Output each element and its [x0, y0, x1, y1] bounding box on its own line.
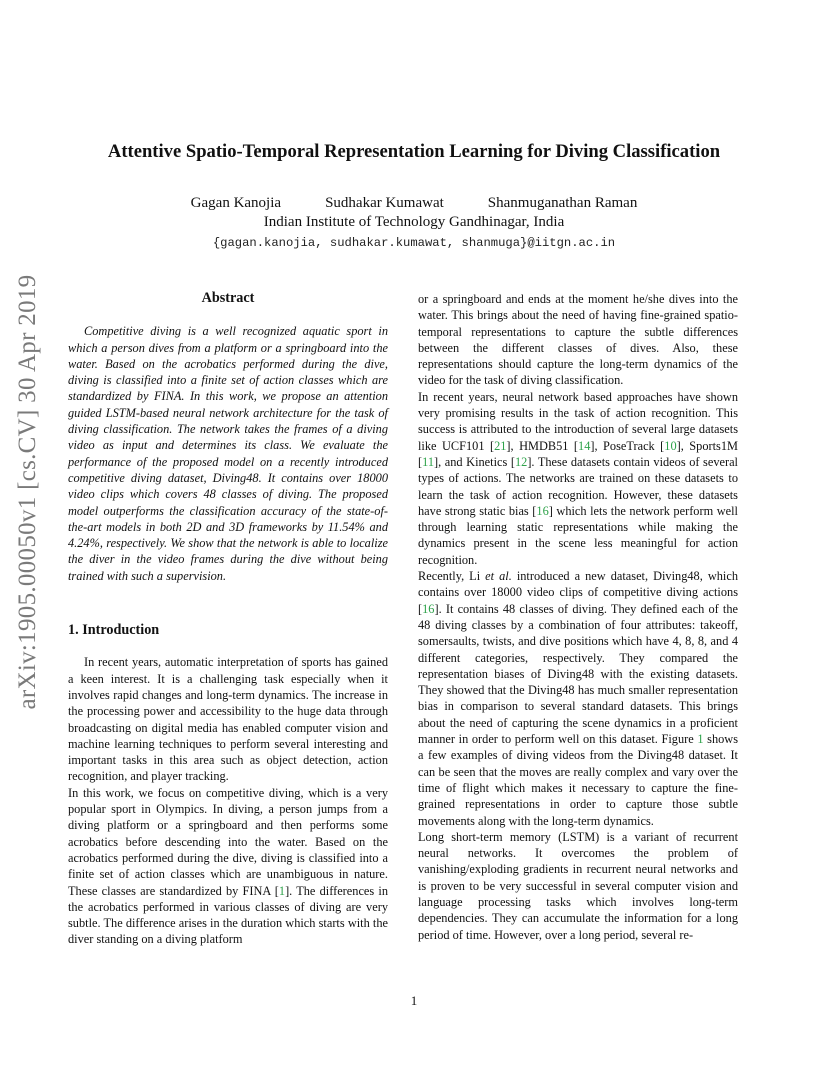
section-heading-introduction: 1. Introduction — [68, 622, 160, 639]
intro-paragraph: Long short-term memory (LSTM) is a variant of recurrent neural networks. It overcomes the problem of vanishing/exploding gradients in recurrent neural networks and is proven to be very successful in several computer vision and language processing tasks which involves long-term dependencies. They can accumulate the information for a long period of time. However, over a long period, several re- — [418, 829, 738, 942]
citation-link[interactable]: 11 — [422, 454, 435, 469]
arxiv-identifier: arXiv:1905.00050v1 [cs.CV] 30 Apr 2019 — [14, 274, 41, 710]
intro-paragraph: In recent years, automatic interpretation of sports has gained a keen interest. It is a challenging task especially when it involves rapid changes and long-term dynamics. The increase in the processing power and accessibility to the huge data through broadcasting on digital media has enabled computer vision and machine learning techniques to perform several interesting and important tasks in this area such as object detection, action recognition, and player tracking. — [68, 655, 388, 784]
arxiv-watermark — [6, 274, 50, 710]
citation-link[interactable]: 16 — [536, 503, 549, 518]
page-number: 1 — [410, 993, 418, 1008]
paper-title: Attentive Spatio-Temporal Representation Learning for Diving Classification — [107, 141, 721, 162]
affiliation: Indian Institute of Technology Gandhinagar, India — [263, 214, 565, 230]
citation-link[interactable]: 14 — [578, 438, 591, 453]
citation-link[interactable]: 12 — [514, 454, 528, 469]
abstract-heading: Abstract — [201, 290, 255, 306]
author-name: Shanmuganathan Raman — [487, 195, 638, 211]
right-column — [418, 291, 738, 943]
citation-link[interactable]: 1 — [278, 883, 286, 898]
intro-paragraph: or a springboard and ends at the moment he/she dives into the water. This brings about the need of having fine-grained spatio-temporal representations to capture the subtle differences between the different classes of dives. Also, these representations should capture the long-term dynamics of the video for the task of diving classification. — [418, 292, 738, 388]
figure-reference-link[interactable]: 1 — [697, 732, 704, 747]
left-column — [68, 290, 388, 948]
intro-paragraph: Recently, Li et al. introduced a new dataset, Diving48, which contains over 18000 video clips of competitive diving actions [16]. It contains 48 classes of diving. They defined each of the 48 diving classes by a combination of four attributes: takeoff, somersaults, twists, and dive positions which have 4, 8, 8, and 4 different categories, respectively. They compared the representation biases of Diving48 with the existing datasets. They showed that the Diving48 has much smaller representation bias in comparison to several standard datasets. This brings about the need of capturing the scene dynamics in a proficient manner in order to perform well on this dataset. Figure 1 shows a few examples of diving videos from the Diving48 dataset. It can be seen that the moves are really complex and vary over the time of flight which makes it necessary to capture the fine-grained representations in order to capture those subtle movements along with the long-term dynamics. — [418, 569, 739, 828]
et-al: et al. — [485, 569, 512, 584]
intro-paragraph: In this work, we focus on competitive diving, which is a very popular sport in Olympics. In diving, a person jumps from a diving platform or a springboard and then performs some acrobatics before descending into the water. Based on the acrobatics performed during the dive, diving is classified into a finite set of action classes which are unambiguous in nature. These classes are standardized by FINA [1]. The differences in the acrobatics performed in various classes of diving are very subtle. The difference arises in the duration which starts with the diver standing on a diving platform — [68, 785, 388, 947]
citation-link[interactable]: 10 — [664, 438, 677, 453]
author-name: Gagan Kanojia — [190, 195, 282, 211]
author-emails: {gagan.kanojia, sudhakar.kumawat, shanmuga}@iitgn.ac.in — [212, 236, 616, 250]
author-name: Sudhakar Kumawat — [325, 195, 444, 211]
citation-link[interactable]: 16 — [422, 601, 435, 616]
intro-paragraph: In recent years, neural network based approaches have shown very promising results in the task of action recognition. This success is attributed to the introduction of several large datasets like UCF101 [21], HMDB51 [14], PoseTrack [10], Sports1M [11], and Kinetics [12]. These datasets contain videos of several types of actions. The networks are trained on these datasets to learn the task of action recognition. However, these datasets have strong static bias [16] which lets the network perform well through learning static representations while making the dynamics present in the scene less meaningful for action recognition. — [418, 389, 738, 567]
abstract-text: Competitive diving is a well recognized aquatic sport in which a person dives from a platform or a springboard into the water. Based on the acrobatics performed during the dive, diving is classified into a finite set of action classes which are standardized by FINA. In this work, we propose an attention guided LSTM-based neural network architecture for the task of diving classification. The network takes the frames of a diving video as input and determines its class. We evaluate the performance of the proposed model on a recently introduced competitive diving dataset, Diving48. It contains over 18000 video clips which covers 48 classes of diving. The proposed model outperforms the classification accuracy of the state-of-the-art models in both 2D and 3D frameworks by 11.54% and 4.24%, respectively. We show that the network is able to localize the diver in the video frames during the dive without being trained with such a supervision. — [68, 324, 388, 583]
author-list — [0, 195, 828, 212]
citation-link[interactable]: 21 — [494, 438, 507, 453]
